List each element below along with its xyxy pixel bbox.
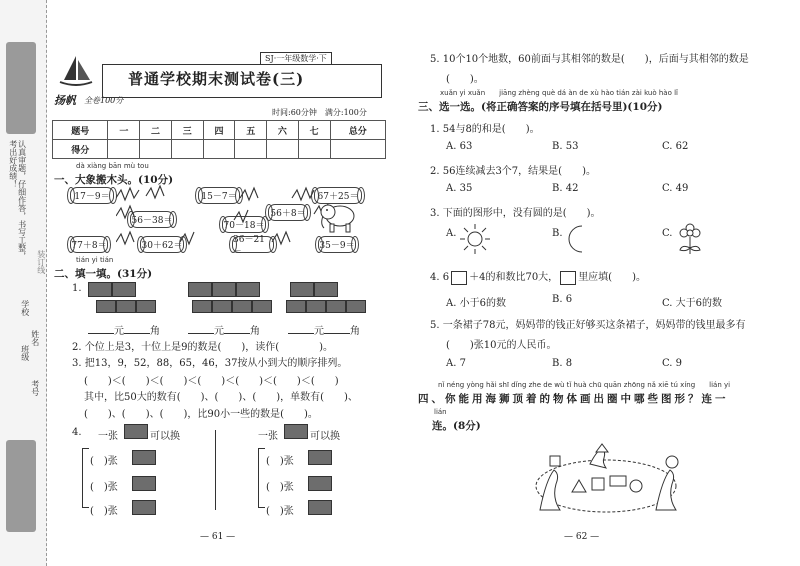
banknote-icon: [252, 300, 272, 313]
score-header-cell: 六: [267, 121, 299, 140]
mc-q5-cont: ( )张10元的人民币。: [446, 340, 557, 351]
cut-mark: 装订线: [36, 250, 46, 274]
banknote-icon: [212, 282, 236, 297]
mc-q2-option-a[interactable]: A. 35: [446, 183, 473, 194]
left-page: [50, 0, 390, 566]
mc-q2-option-b[interactable]: B. 42: [552, 183, 579, 194]
mc-q3-option-c[interactable]: C.: [662, 228, 673, 239]
banknote-icon: [286, 300, 306, 313]
sec1-pinyin: dà xiàng bān mù tou: [76, 162, 149, 170]
brand-name: 扬帆: [54, 94, 76, 107]
log-text: 77＋8＝: [71, 241, 107, 251]
unit-jiao: 角: [350, 326, 360, 337]
score-table-header: [53, 121, 386, 140]
banknote-icon: [88, 282, 112, 297]
banknote-icon: [136, 300, 156, 313]
q4-paren[interactable]: ( )张: [266, 456, 294, 467]
log-text: 67＋25＝: [317, 192, 359, 202]
score-header-cell: 一: [108, 121, 140, 140]
score-cell[interactable]: [298, 140, 330, 159]
mc-q4-part-b: ＋4的和数比70大，: [469, 272, 559, 283]
banknote-icon: [314, 282, 338, 297]
banknote-icon: [308, 500, 332, 515]
triangle-shape: [572, 480, 586, 492]
score-header-cell: 五: [235, 121, 267, 140]
q4-paren[interactable]: ( )张: [90, 506, 118, 517]
sec2-pinyin: tián yi tián: [76, 256, 114, 264]
unit-yuan: 元: [214, 326, 224, 337]
banknote-icon: [306, 300, 326, 313]
q3-text: 3. 把13，9，52，88，65，46，37按从小到大的顺序排列。: [72, 358, 348, 369]
sidebar-instructions: 认真审题，仔细作答，书写工整，考出好成绩！: [8, 140, 27, 260]
score-cell[interactable]: [330, 140, 386, 159]
mc-q1-option-a[interactable]: A. 63: [446, 141, 473, 152]
banknote-icon: [290, 282, 314, 297]
mc-q4: [430, 268, 646, 285]
score-header-cell: 七: [298, 121, 330, 140]
log-text: 36－21＝: [233, 234, 265, 258]
q4-paren[interactable]: ( )张: [266, 506, 294, 517]
page-title: 普通学校期末测试卷(三): [128, 70, 305, 88]
sea-lion-figure: [516, 440, 696, 522]
banknote-icon: [346, 300, 366, 313]
banknote-icon: [116, 300, 136, 313]
sea-lion-icon: [590, 444, 608, 468]
rectangle-shape: [610, 476, 626, 486]
mc-q4-option-b[interactable]: B. 6: [552, 294, 573, 305]
mc-q3: 3. 下面的图形中，没有圆的是( )。: [430, 208, 601, 219]
banknote-icon: [132, 500, 156, 515]
score-table-row: [53, 140, 386, 159]
mc-q5-option-c[interactable]: C. 9: [662, 358, 683, 369]
sec3-title: 三、选一选。(将正确答案的序号填在括号里)(10分): [418, 101, 663, 113]
moon-icon: [566, 224, 592, 254]
mc-q1: 1. 54与8的和是( )。: [430, 124, 540, 135]
mc-q5-option-a[interactable]: A. 7: [446, 358, 466, 369]
mc-q4-part-a: 4. 6: [430, 272, 450, 283]
mc-q3-option-b[interactable]: B.: [552, 228, 563, 239]
sec4-title: 四、你能用海狮顶着的物体画出圈中哪些图形？连一: [418, 393, 729, 405]
page-number-61: — 61 —: [200, 532, 236, 542]
blank-box[interactable]: [451, 271, 467, 285]
q4-paren[interactable]: ( )张: [90, 456, 118, 467]
sidebar-field-school: 学校: [20, 300, 30, 316]
bracket-left: [82, 448, 89, 508]
mc-q4-option-a[interactable]: A. 小于6的数: [446, 298, 506, 309]
divider: [215, 430, 216, 510]
log-item: [70, 187, 114, 204]
banknote-icon: [132, 476, 156, 491]
sec1-title: 一、大象搬木头。(10分): [54, 174, 174, 186]
page-number-62: — 62 —: [564, 532, 600, 542]
mc-q1-option-c[interactable]: C. 62: [662, 141, 689, 152]
score-cell[interactable]: [108, 140, 140, 159]
q4-number: 4.: [72, 427, 82, 438]
banknote-icon: [308, 476, 332, 491]
banknote-icon: [284, 424, 308, 439]
bracket-right: [258, 448, 265, 508]
banknote-icon: [212, 300, 232, 313]
score-row-label: 得分: [53, 140, 108, 159]
score-header-cell: 题号: [53, 121, 108, 140]
log-text: 70－18＝: [223, 221, 265, 231]
mc-q1-option-b[interactable]: B. 53: [552, 141, 579, 152]
sidebar-field-name: 姓名: [30, 330, 40, 346]
unit-jiao: 角: [150, 326, 160, 337]
flower-icon: [676, 222, 704, 256]
sec3-pinyin: xuǎn yi xuǎn jiāng zhèng què dá àn de xù hào tián zài kuò hào lǐ: [440, 89, 678, 97]
zigzag-icon: [116, 186, 328, 244]
score-cell[interactable]: [203, 140, 235, 159]
unit-yuan: 元: [314, 326, 324, 337]
money-answer-3[interactable]: [288, 322, 360, 337]
full-score-note: 全卷100分: [84, 96, 124, 105]
square-shape: [592, 478, 604, 490]
banknote-icon: [188, 282, 212, 297]
q3-line3: ( )、( )、( )，比90小一些的数是( )。: [84, 409, 318, 420]
log-text: 30＋62＝: [141, 241, 183, 251]
sec2-title: 二、填一填。(31分): [54, 268, 153, 280]
banknote-icon: [112, 282, 136, 297]
q5-cont: ( )。: [446, 74, 484, 85]
right-page: [412, 0, 792, 566]
score-header-cell: 总分: [330, 121, 386, 140]
score-cell[interactable]: [235, 140, 267, 159]
score-cell[interactable]: [171, 140, 203, 159]
sea-lion-icon: [656, 456, 678, 510]
blank-box[interactable]: [560, 271, 576, 285]
q5-text: 5. 10个10个地数，60前面与其相邻的数是( )，后面与其相邻的数是: [430, 54, 749, 65]
mc-q5: 5. 一条裙子78元，妈妈带的钱正好够买这条裙子，妈妈带的钱里最多有: [430, 320, 746, 331]
mc-q5-option-b[interactable]: B. 8: [552, 358, 573, 369]
sidebar-field-number: 考号: [30, 380, 40, 396]
q3-line2: 其中，比50大的数有( )、( )、( )，单数有( )、: [84, 392, 358, 403]
q4-one-left: 一张: [98, 431, 118, 442]
log-text: 35－9＝: [319, 241, 355, 251]
banknote-icon: [236, 282, 260, 297]
banknote-icon: [192, 300, 212, 313]
sec4-title2: 连。(8分): [432, 420, 481, 432]
sidebar-field-class: 班级: [20, 345, 30, 361]
score-header-cell: 二: [140, 121, 172, 140]
banknote-icon: [308, 450, 332, 465]
score-cell[interactable]: [140, 140, 172, 159]
q4-one-right: 一张: [258, 431, 278, 442]
sec4-pinyin: nǐ néng yòng hǎi shī dǐng zhe de wù tǐ huà chū quān zhōng nǎ xiē tú xíng lián yi: [438, 381, 731, 389]
sailboat-logo-icon: [58, 54, 94, 88]
log-text: 15－7＝: [201, 192, 237, 202]
log-text: 56＋8＝: [270, 209, 306, 219]
unit-jiao: 角: [250, 326, 260, 337]
mc-q4-option-c[interactable]: C. 大于6的数: [662, 298, 723, 309]
banknote-icon: [232, 300, 252, 313]
q3-line1: ( )＜( )＜( )＜( )＜( )＜( )＜( ): [84, 376, 339, 387]
money-answer-2[interactable]: [188, 322, 260, 337]
score-table: [52, 120, 386, 159]
q1-number: 1.: [72, 283, 82, 294]
time-info: 时间:60分钟 满分:100分: [272, 108, 367, 117]
log-item: [70, 236, 108, 253]
score-cell[interactable]: [267, 140, 299, 159]
money-answer-1[interactable]: [88, 322, 160, 337]
q4-paren[interactable]: ( )张: [90, 482, 118, 493]
q4-exchange-left: 可以换: [150, 431, 180, 442]
q4-paren[interactable]: ( )张: [266, 482, 294, 493]
log-text: 17－9＝: [74, 192, 110, 202]
sun-icon: [458, 222, 492, 256]
banknote-icon: [132, 450, 156, 465]
mc-q3-option-a[interactable]: A.: [446, 228, 457, 239]
q2-text: 2. 个位上是3，十位上是9的数是( )，读作( )。: [72, 342, 334, 353]
score-header-cell: 三: [171, 121, 203, 140]
mc-q4-part-c: 里应填( )。: [578, 272, 646, 283]
log-text: 56－38＝: [131, 216, 173, 226]
grade-badge: SJ·一年级数学·下: [260, 52, 332, 65]
banknote-icon: [326, 300, 346, 313]
elephant-icon: [318, 200, 358, 234]
unit-yuan: 元: [114, 326, 124, 337]
zigzag-marks: [116, 184, 446, 264]
gray-block-bottom: [6, 440, 36, 532]
gray-block-top: [6, 42, 36, 134]
sec4-pinyin2: lián: [434, 408, 447, 416]
sea-lion-icon: [540, 456, 560, 510]
score-header-cell: 四: [203, 121, 235, 140]
banknote-icon: [96, 300, 116, 313]
q4-exchange-right: 可以换: [310, 431, 340, 442]
mc-q2-option-c[interactable]: C. 49: [662, 183, 689, 194]
binding-sidebar: [0, 0, 47, 566]
banknote-icon: [124, 424, 148, 439]
circle-shape: [630, 480, 642, 492]
mc-q2: 2. 56连续减去3个7，结果是( )。: [430, 166, 596, 177]
